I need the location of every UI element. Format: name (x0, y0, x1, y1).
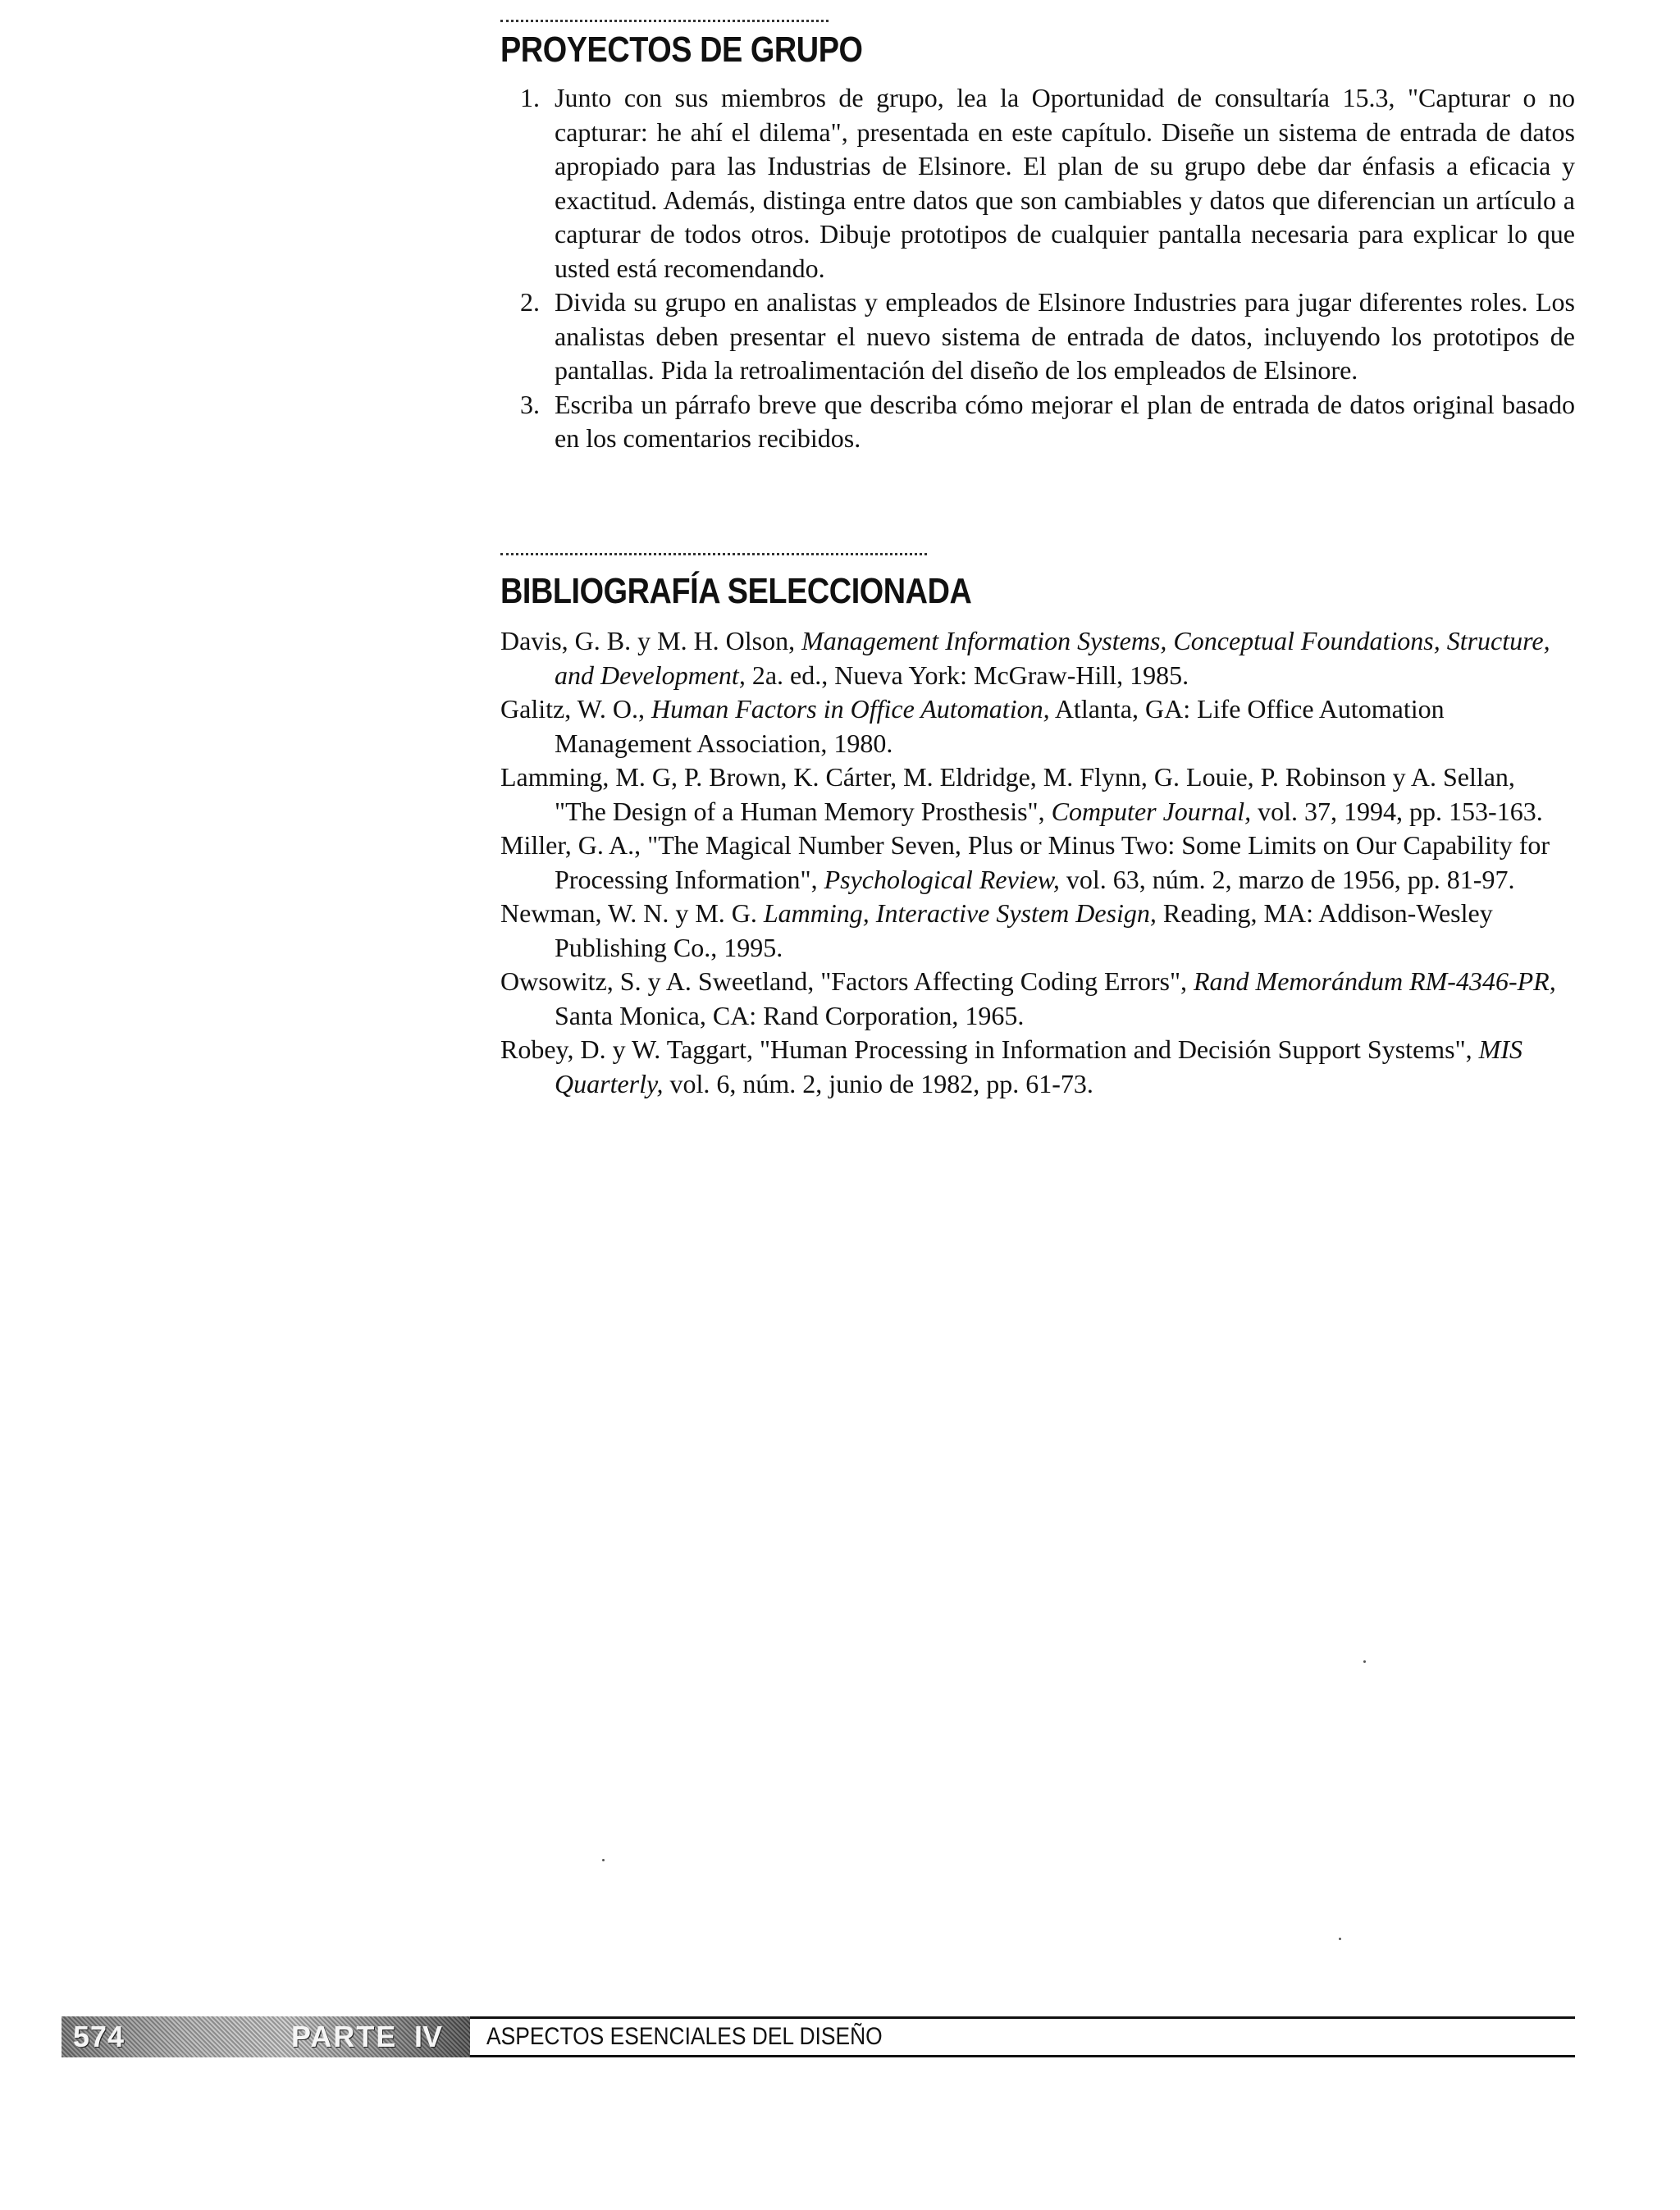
project-item-text: Divida su grupo en analistas y empleados de Elsinore Industries para jugar diferentes roles. Los analistas deben presentar el nuevo sistema de entrada de datos, incluyendo los prototipos de pantallas. Pida la retroalimentación del diseño de los empleados de Elsinore. (555, 287, 1575, 386)
chapter-title: ASPECTOS ESENCIALES DEL DISEÑO (486, 2023, 883, 2050)
reference-details: Atlanta, GA: Life Office Automation Management Association, 1980. (555, 694, 1445, 758)
reference-details: 2a. ed., Nueva York: McGraw-Hill, 1985. (745, 660, 1189, 690)
reference-authors: Owsowitz, S. y A. Sweetland, "Factors Affecting Coding Errors", (500, 966, 1194, 997)
scan-speck (1339, 1938, 1341, 1940)
reference-title: Psychological Review, (824, 864, 1060, 894)
bibliography-list (500, 624, 1559, 1101)
projects-list (500, 81, 1575, 456)
bibliography-entry (500, 760, 1559, 829)
projects-heading: PROYECTOS DE GRUPO (500, 30, 863, 70)
scan-speck (1363, 1660, 1366, 1663)
part-number: IV (414, 2020, 443, 2053)
reference-details: vol. 63, núm. 2, marzo de 1956, pp. 81-97. (1059, 864, 1515, 894)
project-item-number: 2. (520, 287, 540, 317)
bibliography-entry (500, 965, 1559, 1033)
reference-details: Santa Monica, CA: Rand Corporation, 1965. (555, 1000, 1025, 1030)
project-item (500, 388, 1575, 456)
reference-details: vol. 6, núm. 2, junio de 1982, pp. 61-73. (663, 1068, 1093, 1098)
reference-authors: Galitz, W. O., (500, 694, 651, 724)
bibliography-entry (500, 1033, 1559, 1101)
project-item (500, 81, 1575, 285)
page-number: 574 (73, 2020, 126, 2053)
footer-bottom-rule (470, 2055, 1575, 2057)
part-label: PARTE (291, 2020, 398, 2053)
reference-authors: Newman, W. N. y M. G. (500, 898, 764, 929)
bibliography-entry (500, 692, 1559, 760)
reference-details: Reading, MA: Addison-Wesley Publishing Co., 1995. (555, 898, 1493, 962)
bibliography-heading: BIBLIOGRAFÍA SELECCIONADA (500, 571, 972, 611)
scan-speck (602, 1859, 605, 1861)
reference-title: Rand Memorándum RM-4346-PR, (1194, 966, 1556, 997)
bibliography-section (500, 553, 1575, 1101)
reference-authors: Robey, D. y W. Taggart, "Human Processing in Information and Decisión Support Systems", (500, 1034, 1479, 1065)
reference-title: MIS Quarterly, (555, 1034, 1522, 1098)
projects-section (500, 20, 1575, 456)
bibliography-entry (500, 897, 1559, 965)
project-item (500, 285, 1575, 388)
reference-title: Management Information Systems, Conceptual Foundations, Structure, and Development, (555, 626, 1550, 690)
project-item-text: Escriba un párrafo breve que describa cómo mejorar el plan de entrada de datos original basado en los comentarios recibidos. (555, 389, 1575, 454)
project-item-number: 1. (520, 83, 540, 113)
bibliography-entry (500, 624, 1559, 692)
reference-authors: Lamming, M. G, P. Brown, K. Cárter, M. Eldridge, M. Flynn, G. Louie, P. Robinson y A. Sellan, "The Design of a Human Memory Prosthesis", (500, 762, 1515, 826)
reference-authors: Davis, G. B. y M. H. Olson, (500, 626, 802, 656)
page-footer (62, 2016, 1575, 2057)
project-item-number: 3. (520, 389, 540, 419)
footer-top-rule (470, 2016, 1575, 2019)
reference-details: vol. 37, 1994, pp. 153-163. (1251, 796, 1543, 826)
reference-title: Human Factors in Office Automation, (651, 694, 1050, 724)
projects-heading-rule (500, 20, 829, 22)
project-item-text: Junto con sus miembros de grupo, lea la Oportunidad de consultaría 15.3, "Capturar o no capturar: he ahí el dilema", presentada en este capítulo. Diseñe un sistema de entrada de datos apropiado para las Industrias de Elsinore. El plan de su grupo debe dar énfasis a eficacia y exactitud. Además, distinga entre datos que son cambiables y datos que diferencian un artículo a capturar de todos otros. Dibuje prototipos de cualquier pantalla necesaria para explicar lo que usted está recomendando. (555, 83, 1575, 283)
footer-band (62, 2016, 470, 2057)
bibliography-heading-rule (500, 553, 927, 555)
bibliography-entry (500, 829, 1559, 897)
reference-title: Lamming, Interactive System Design, (763, 898, 1157, 929)
reference-title: Computer Journal, (1051, 796, 1252, 826)
reference-authors: Miller, G. A., "The Magical Number Seven, Plus or Minus Two: Some Limits on Our Capability for Processing Information", (500, 830, 1550, 894)
